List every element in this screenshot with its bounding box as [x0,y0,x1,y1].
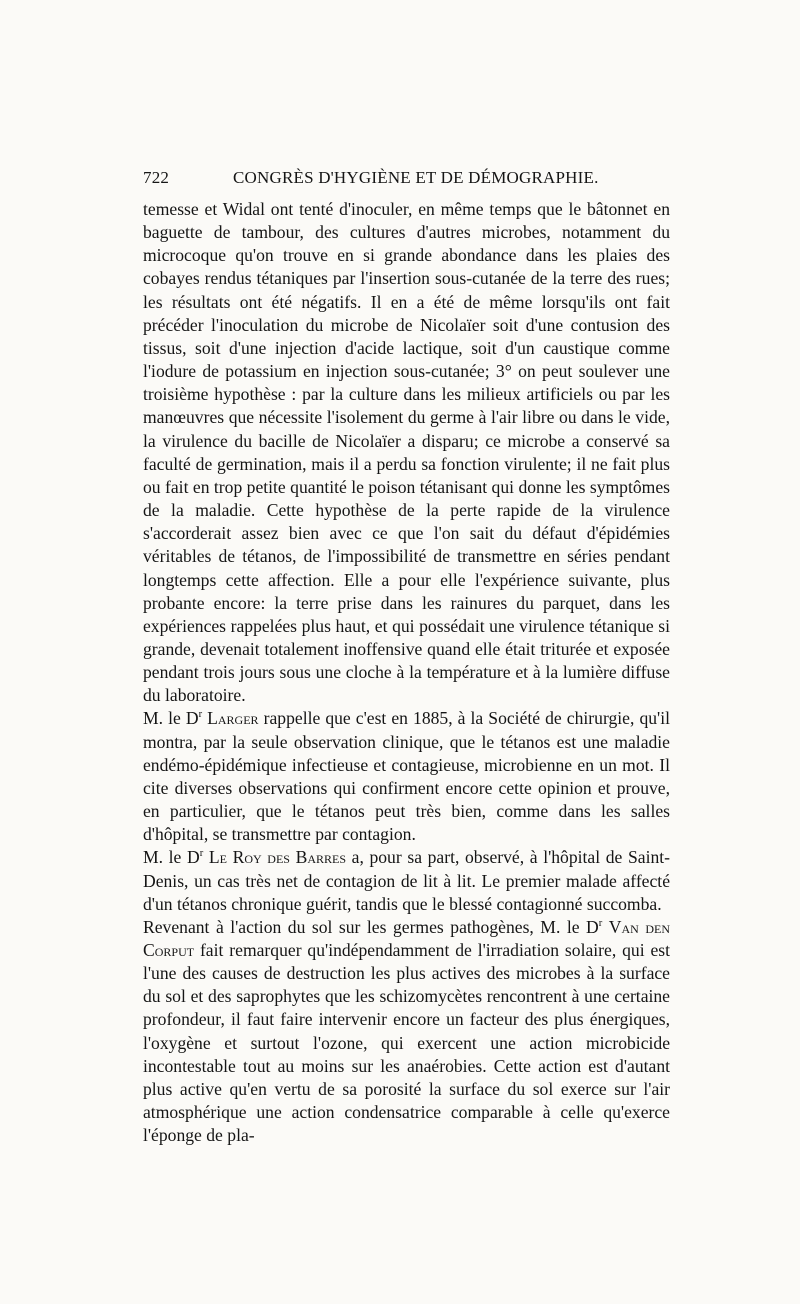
person-name: Larger [207,708,259,729]
paragraph-van-den-corput [143,916,670,1148]
paragraph-larger [143,707,670,846]
superscript: r [598,917,603,929]
page-number: 722 [143,168,170,187]
person-name: Van den Corput [143,916,670,960]
text-run: Revenant à l'action du sol sur les germes pathogènes, M. le D [143,916,599,937]
running-title: CONGRÈS D'HYGIÈNE ET DE DÉMOGRAPHIE. [233,168,599,187]
text-run: M. le D [143,847,200,868]
text-run: fait remarquer qu'indépendamment de l'irradiation solaire, qui est l'une des causes de destruction les plus actives des microbes à la surface du sol et des saprophytes que les schizomycètes rencontrent à une certaine profondeur, il faut faire intervenir encore un facteur des plus énergiques, l'oxygène et surtout l'ozone, qui exercent une action microbicide incontestable tout au moins sur les anaérobies. Cette action est d'autant plus active qu'en vertu de sa porosité la surface du sol exerce sur l'air atmosphérique une action condensatrice comparable à celle qu'exerce l'éponge de pla- [143,940,670,1146]
superscript: r [198,709,203,721]
paragraph-le-roy-des-barres [143,846,670,915]
text-run: M. le D [143,708,199,729]
text-run: rappelle que c'est en 1885, à la Société de chirurgie, qu'il montra, par la seule observation clinique, que le tétanos est une maladie endémo-épidémique infectieuse et contagieuse, microbienne en un mot. Il cite diverses observations qui confirment encore cette opinion et prouve, en particulier, que le tétanos peut très bien, comme dans les salles d'hôpital, se transmettre par contagion. [143,708,670,845]
paragraph-continued: temesse et Widal ont tenté d'inoculer, en même temps que le bâtonnet en baguette de tambour, des cultures d'autres microbes, notamment du microcoque qu'on trouve en si grande abondance dans les plaies des cobayes rendus tétaniques par l'insertion sous-cutanée de la terre des rues; les résultats ont été négatifs. Il en a été de même lorsqu'ils ont fait précéder l'inoculation du microbe de Nicolaïer soit d'une contusion des tissus, soit d'une injection d'acide lactique, soit d'un caustique comme l'iodure de potassium en injection sous-cutanée; 3° on peut soulever une troisième hypothèse : par la culture dans les milieux artificiels ou par les manœuvres que nécessite l'isolement du germe à l'air libre ou dans le vide, la virulence du bacille de Nicolaïer a disparu; ce microbe a conservé sa faculté de germination, mais il a perdu sa fonction virulente; il ne fait plus ou fait en trop petite quantité le poison tétanisant qui donne les symptômes de la maladie. Cette hypothèse de la perte rapide de la virulence s'accorderait assez bien avec ce que l'on sait du défaut d'épidémies véritables de tétanos, de l'impossibilité de transmettre en séries pendant longtemps cette affection. Elle a pour elle l'expérience suivante, plus probante encore: la terre prise dans les rainures du parquet, dans les expériences rappelées plus haut, et qui possédait une virulence tétanique si grande, devenait totalement inoffensive quand elle était triturée et exposée pendant trois jours sous une cloche à la température et à la lumière diffuse du laboratoire. [143,199,670,706]
body-text [143,198,670,1147]
person-name: Le Roy des Barres [208,847,346,868]
superscript: r [199,848,204,860]
text-run: a, pour sa part, observé, à l'hôpital de Saint-Denis, un cas très net de contagion de lit à lit. Le premier malade affecté d'un tétanos chronique guérit, tandis que le blessé contagionné succomba. [143,847,671,914]
